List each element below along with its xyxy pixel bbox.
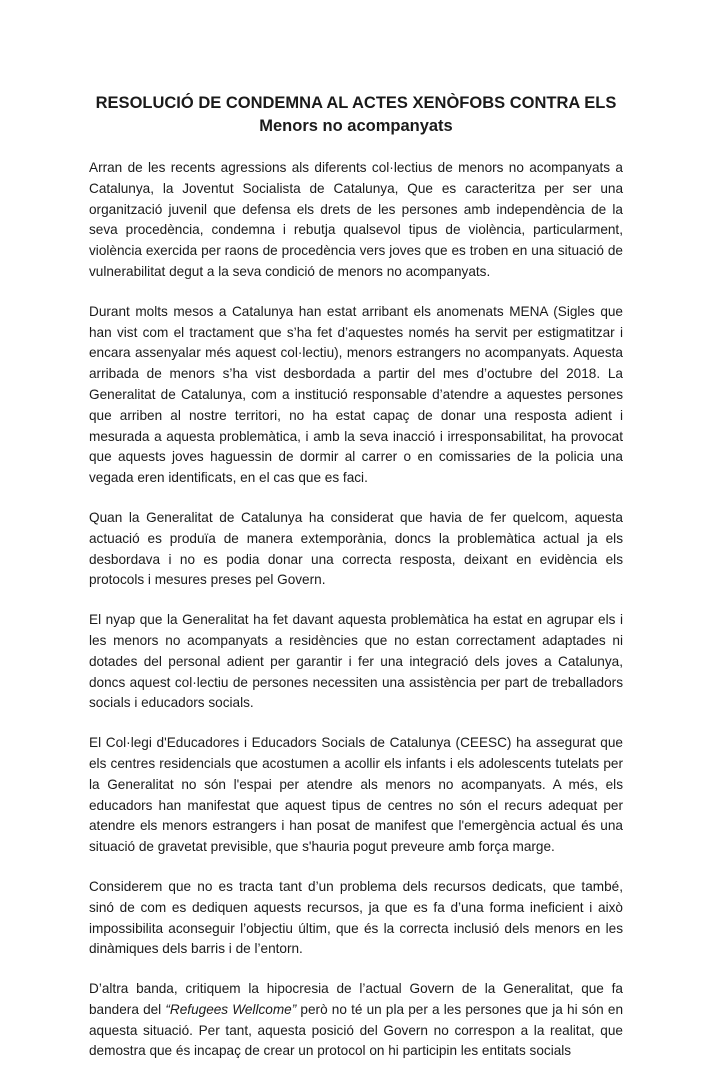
paragraph-1: Arran de les recents agressions als diferents col·lectius de menors no acompanyats a Catalunya, la Joventut Socialista de Catalunya, Que es caracteritza per ser una organització juvenil que defensa els drets de les persones amb independència de la seva procedència, condemna i rebutja qualsevol tipus de violència, particularment, violència exercida per raons de procedència vers joves que es troben en una situació de vulnerabilitat degut a la seva condició de menors no acompanyats. <box>89 160 623 279</box>
paragraph-4: El nyap que la Generalitat ha fet davant aquesta problemàtica ha estat en agrupar els i les menors no acompanyats a residències que no estan correctament adaptades ni dotades del personal adient per garantir i fer una integració dels joves a Catalunya, doncs aquest col·lectiu de persones necessiten una assistència per part de treballadors socials i educadors socials. <box>89 612 623 711</box>
paragraph-7-start: D’altra banda, critiquem la hipocresia de l’actual Govern de la Generalitat, que fa bandera del <box>89 981 623 1017</box>
paragraph-7 <box>89 979 623 1062</box>
paragraph-6: Considerem que no es tracta tant d’un problema dels recursos dedicats, que també, sinó de com es dediquen aquests recursos, ja que es fa d’una forma ineficient i això impossibilita aconseguir l’objectiu últim, que és la correcta inclusió dels menors en les dinàmiques dels barris i de l’entorn. <box>89 878 623 957</box>
document-page <box>89 92 623 1081</box>
title-line-2: Menors no acompanyats <box>259 117 453 135</box>
paragraph-7-end: però no té un pla per a les persones que ja hi són en aquesta situació. Per tant, aquesta posició del Govern no correspon a la realitat, que demostra que és incapaç de crear un protocol on hi participin les entitats socials <box>89 1001 624 1059</box>
title-line-1: RESOLUCIÓ DE CONDEMNA AL ACTES XENÒFOBS CONTRA ELS <box>95 94 617 112</box>
refugees-wellcome-quote: “Refugees Wellcome” <box>165 1001 297 1017</box>
paragraph-3: Quan la Generalitat de Catalunya ha considerat que havia de fer quelcom, aquesta actuació es produïa de manera extemporània, doncs la problemàtica actual ja els desbordava i no es podia donar una correcta resposta, deixant en evidència els protocols i mesures preses pel Govern. <box>89 509 623 588</box>
paragraph-5: El Col·legi d'Educadores i Educadors Socials de Catalunya (CEESC) ha assegurat que els centres residencials que acostumen a acollir els infants i els adolescents tutelats per la Generalitat no són l'espai per atendre als menors no acompanyats. A més, els educadors han manifestat que aquest tipus de centres no són el recurs adequat per atendre els menors estrangers i han posat de manifest que l'emergència actual és una situació de gravetat previsible, que s'hauria pogut preveure amb força marge. <box>89 735 623 855</box>
document-title <box>89 92 623 138</box>
paragraph-2: Durant molts mesos a Catalunya han estat arribant els anomenats MENA (Sigles que han vist com el tractament que s’ha fet d’aquestes només ha servit per estigmatitzar i encara assenyalar més aquest col·lectiu), menors estrangers no acompanyats. Aquesta arribada de menors s’ha vist desbordada a partir del mes d’octubre del 2018. La Generalitat de Catalunya, com a institució responsable d’atendre a aquestes persones que arriben al nostre territori, no ha estat capaç de donar una resposta adient i mesurada a aquesta problemàtica, i amb la seva inacció i irresponsabilitat, ha provocat que aquests joves haguessin de dormir al carrer o en comissaries de la policia una vegada eren identificats, en el cas que es faci. <box>89 303 623 486</box>
